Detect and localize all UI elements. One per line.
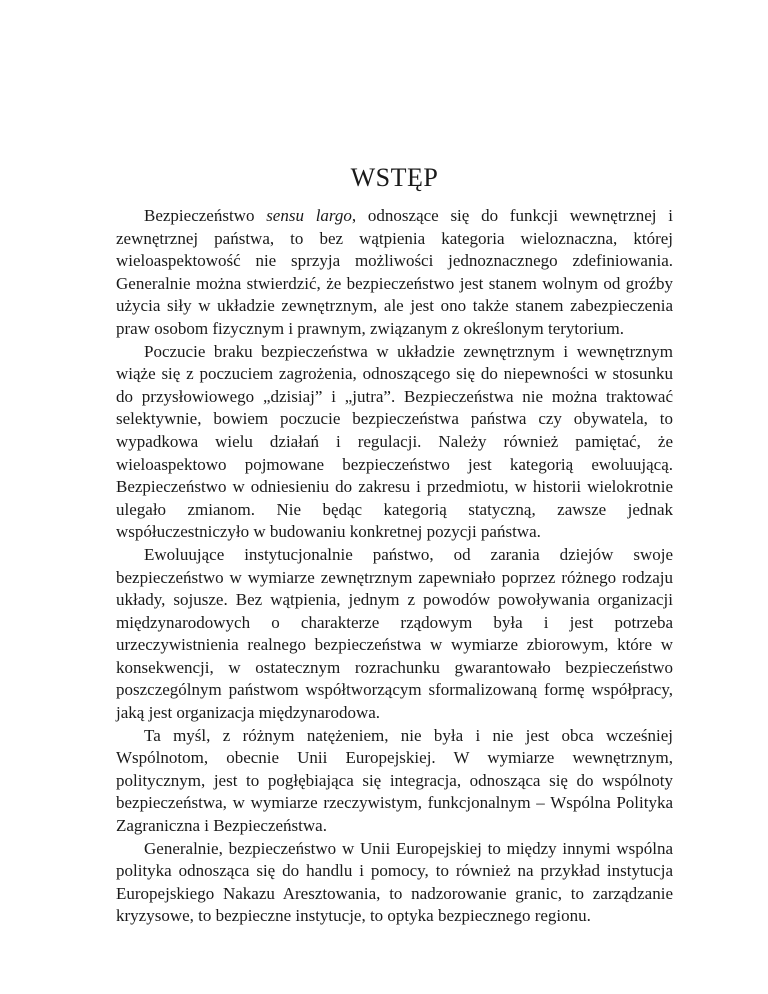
chapter-title: WSTĘP	[350, 163, 439, 192]
document-page	[116, 163, 673, 928]
paragraph-4: Ta myśl, z różnym natężeniem, nie była i nie jest obca wcześniej Wspólnotom, obecnie Unii Europejskiej. W wymiarze wewnętrznym, politycznym, jest to pogłębiająca się integracja, odnosząca się do wspólnoty bezpieczeństwa, w wymiarze rzeczywistym, funkcjonalnym – Wspólna Polityka Zagraniczna i Bezpieczeństwa.	[116, 725, 673, 836]
paragraph-1-lead: Bezpieczeństwo	[144, 206, 267, 225]
paragraph-5: Generalnie, bezpieczeństwo w Unii Europejskiej to między innymi wspólna polityka odnosząca się do handlu i pomocy, to również na przykład instytucja Europejskiego Nakazu Aresztowania, to nadzorowanie granic, to zarządzanie kryzysowe, to bezpieczne instytucje, to optyka bezpiecznego regionu.	[116, 838, 673, 926]
paragraph-3: Ewoluujące instytucjonalnie państwo, od zarania dziejów swoje bezpieczeństwo w wymiarze zewnętrznym zapewniało poprzez różnego rodzaju układy, sojusze. Bez wątpienia, jednym z powodów powoływania organizacji międzynarodowych o charakterze rządowym była i jest potrzeba urzeczywistnienia realnego bezpieczeństwa w wymiarze zbiorowym, które w konsekwencji, w ostatecznym rozrachunku gwarantowało bezpieczeństwo poszczególnym państwom współtworzącym sformalizowaną formę współpracy, jaką jest organizacja międzynarodowa.	[116, 544, 673, 723]
paragraph-1	[116, 205, 673, 341]
paragraph-2: Poczucie braku bezpieczeństwa w układzie zewnętrznym i wewnętrznym wiąże się z poczuciem zagrożenia, odnoszącego się do niepewności w stosunku do przysłowiowego „dzisiaj” i „jutra”. Bezpieczeństwa nie można traktować selektywnie, bowiem poczucie bezpieczeństwa państwa czy obywatela, to wypadkowa wielu działań i regulacji. Należy również pamiętać, że wieloaspektowo pojmowane bezpieczeństwo jest kategorią ewoluującą. Bezpieczeństwo w odniesieniu do zakresu i przedmiotu, w historii wielokrotnie ulegało zmianom. Nie będąc kategorią statyczną, zawsze jednak współuczestniczyło w budowaniu konkretnej pozycji państwa.	[116, 341, 673, 542]
paragraph-1-italic: sensu largo	[266, 206, 352, 225]
paragraph-1-text: , odnoszące się do funkcji wewnętrznej i zewnętrznej państwa, to bez wątpienia kategoria wieloznaczna, której wieloaspektowość nie sprzyja możliwości jednoznacznego zdefiniowania. Generalnie można stwierdzić, że bezpieczeństwo jest stanem wolnym od groźby użycia siły w układzie zewnętrznym, ale jest ono także stanem zabezpieczenia praw osobom fizycznym i prawnym, związanym z określonym terytorium.	[116, 206, 673, 338]
